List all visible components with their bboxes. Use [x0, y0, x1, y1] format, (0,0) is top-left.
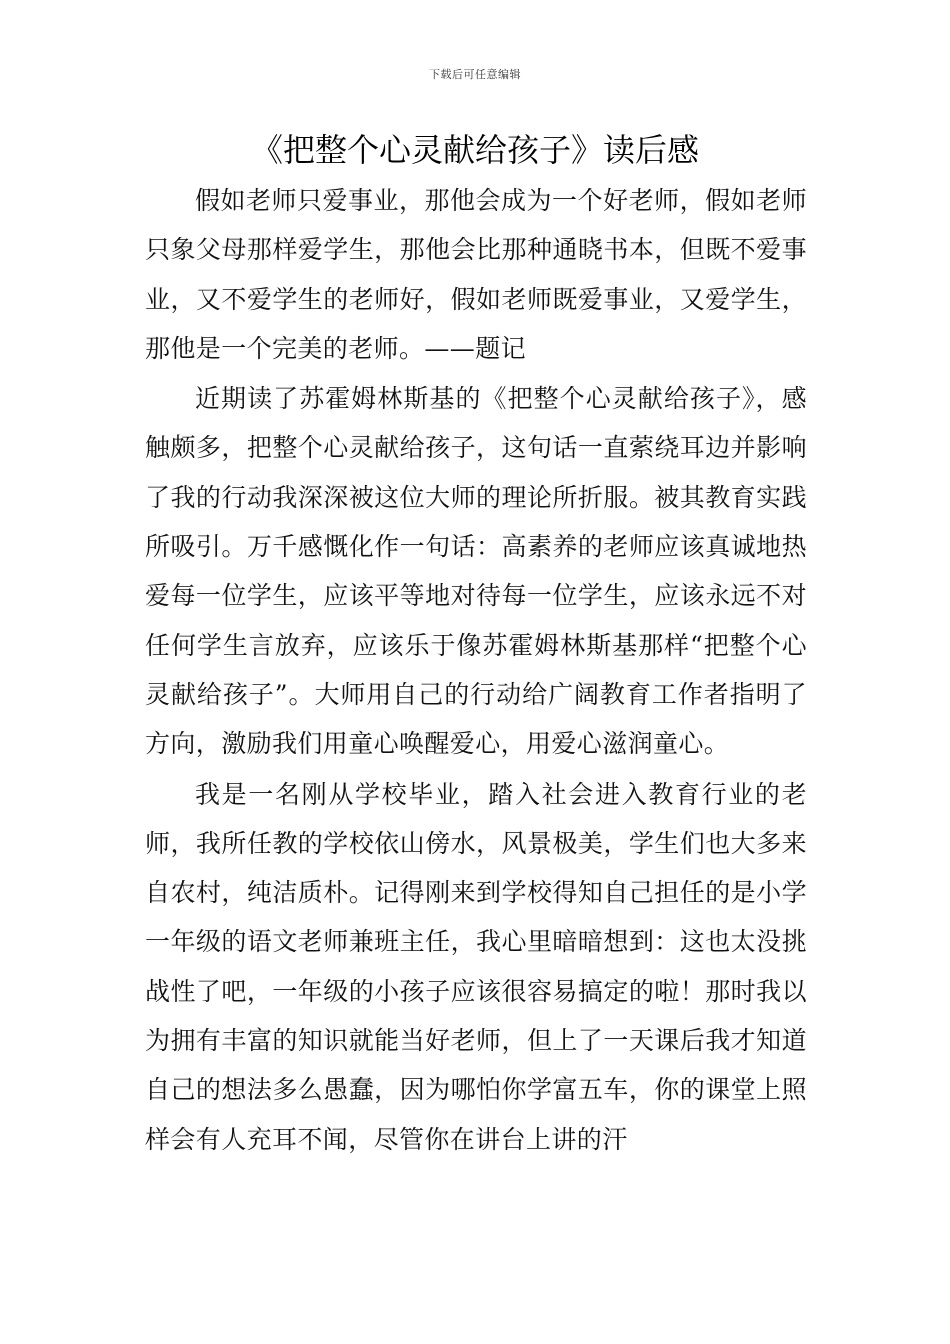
document-title: 《把整个心灵献给孩子》读后感: [250, 131, 699, 169]
paragraph-reading-reflection: 近期读了苏霍姆林斯基的《把整个心灵献给孩子》，感触颇多，把整个心灵献给孩子，这句话一直萦绕耳边并影响了我的行动我深深被这位大师的理论所折服。被其教育实践所吸引。万千感慨化作一句话：高素养的老师应该真诚地热爱每一位学生，应该平等地对待每一位学生，应该永远不对任何学生言放弃，应该乐于像苏霍姆林斯基那样“把整个心灵献给孩子”。大师用自己的行动给广阔教育工作者指明了方向，激励我们用童心唤醒爱心，用爱心滋润童心。: [145, 384, 807, 759]
paragraph-epigraph: 假如老师只爱事业，那他会成为一个好老师，假如老师只象父母那样爱学生，那他会比那种通晓书本，但既不爱事业，又不爱学生的老师好，假如老师既爱事业，又爱学生，那他是一个完美的老师。——题记: [145, 186, 807, 363]
header-note: 下载后可任意编辑: [429, 68, 521, 81]
document-body: [145, 176, 807, 1165]
paragraph-teaching-experience: 我是一名刚从学校毕业，踏入社会进入教育行业的老师，我所任教的学校依山傍水，风景极美，学生们也大多来自农村，纯洁质朴。记得刚来到学校得知自己担任的是小学一年级的语文老师兼班主任，我心里暗暗想到：这也太没挑战性了吧，一年级的小孩子应该很容易搞定的啦！那时我以为拥有丰富的知识就能当好老师，但上了一天课后我才知道自己的想法多么愚蠢，因为哪怕你学富五车，你的课堂上照样会有人充耳不闻，尽管你在讲台上讲的汗: [145, 779, 807, 1154]
